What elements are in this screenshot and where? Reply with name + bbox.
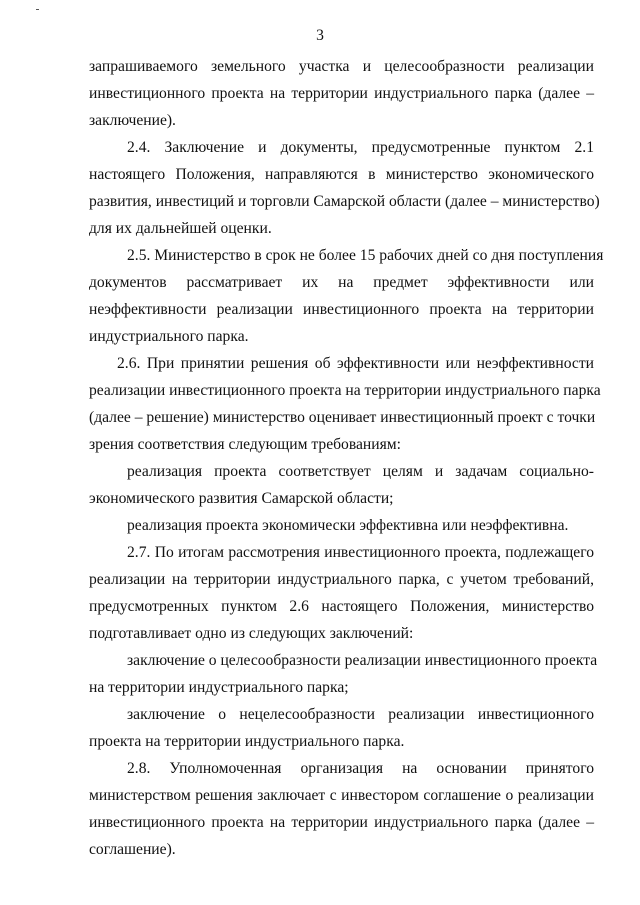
- text-line: индустриального парка.: [89, 328, 249, 345]
- scan-mark: [36, 9, 39, 10]
- text-line: подготавливает одно из следующих заключений:: [89, 625, 414, 642]
- text-line: экономического развития Самарской области;: [89, 490, 394, 507]
- text-line: на территории индустриального парка;: [89, 679, 349, 696]
- text-line: министерством решения заключает с инвестором соглашение о реализации: [89, 787, 594, 804]
- text-line: для их дальнейшей оценки.: [89, 220, 272, 237]
- text-line: документов рассматривает их на предмет эффективности или: [89, 274, 594, 291]
- text-line: предусмотренных пунктом 2.6 настоящего Положения, министерство: [89, 598, 594, 615]
- text-line: реализации инвестиционного проекта на территории индустриального парка: [89, 382, 601, 399]
- text-line: соглашение).: [89, 841, 176, 858]
- text-line: инвестиционного проекта на территории индустриального парка (далее –: [89, 814, 594, 831]
- text-line: неэффективности реализации инвестиционного проекта на территории: [89, 301, 594, 318]
- text-line: 2.4. Заключение и документы, предусмотренные пунктом 2.1: [127, 139, 594, 156]
- text-line: 2.6. При принятии решения об эффективности или неэффективности: [117, 355, 594, 372]
- text-line: инвестиционного проекта на территории индустриального парка (далее –: [89, 85, 594, 102]
- text-line: проекта на территории индустриального парка.: [89, 733, 405, 750]
- text-line: заключение о целесообразности реализации инвестиционного проекта: [127, 652, 598, 669]
- text-line: настоящего Положения, направляются в министерство экономического: [89, 166, 594, 183]
- text-line: запрашиваемого земельного участка и целесообразности реализации: [89, 58, 594, 75]
- text-line: реализация проекта соответствует целям и задачам социально-: [127, 463, 594, 480]
- text-line: зрения соответствия следующим требованиям:: [89, 436, 401, 453]
- text-line: заключение).: [89, 112, 176, 129]
- page-number: 3: [316, 27, 324, 44]
- text-line: (далее – решение) министерство оценивает инвестиционный проект с точки: [89, 409, 596, 426]
- text-line: развития, инвестиций и торговли Самарской области (далее – министерство): [89, 193, 600, 210]
- text-line: 2.7. По итогам рассмотрения инвестиционного проекта, подлежащего: [127, 544, 594, 561]
- text-line: реализации на территории индустриального парка, с учетом требований,: [89, 571, 594, 588]
- text-line: реализация проекта экономически эффективна или неэффективна.: [127, 517, 569, 534]
- text-line: заключение о нецелесообразности реализации инвестиционного: [127, 706, 594, 723]
- text-line: 2.5. Министерство в срок не более 15 рабочих дней со дня поступления: [127, 247, 604, 264]
- text-line: 2.8. Уполномоченная организация на основании принятого: [127, 760, 594, 777]
